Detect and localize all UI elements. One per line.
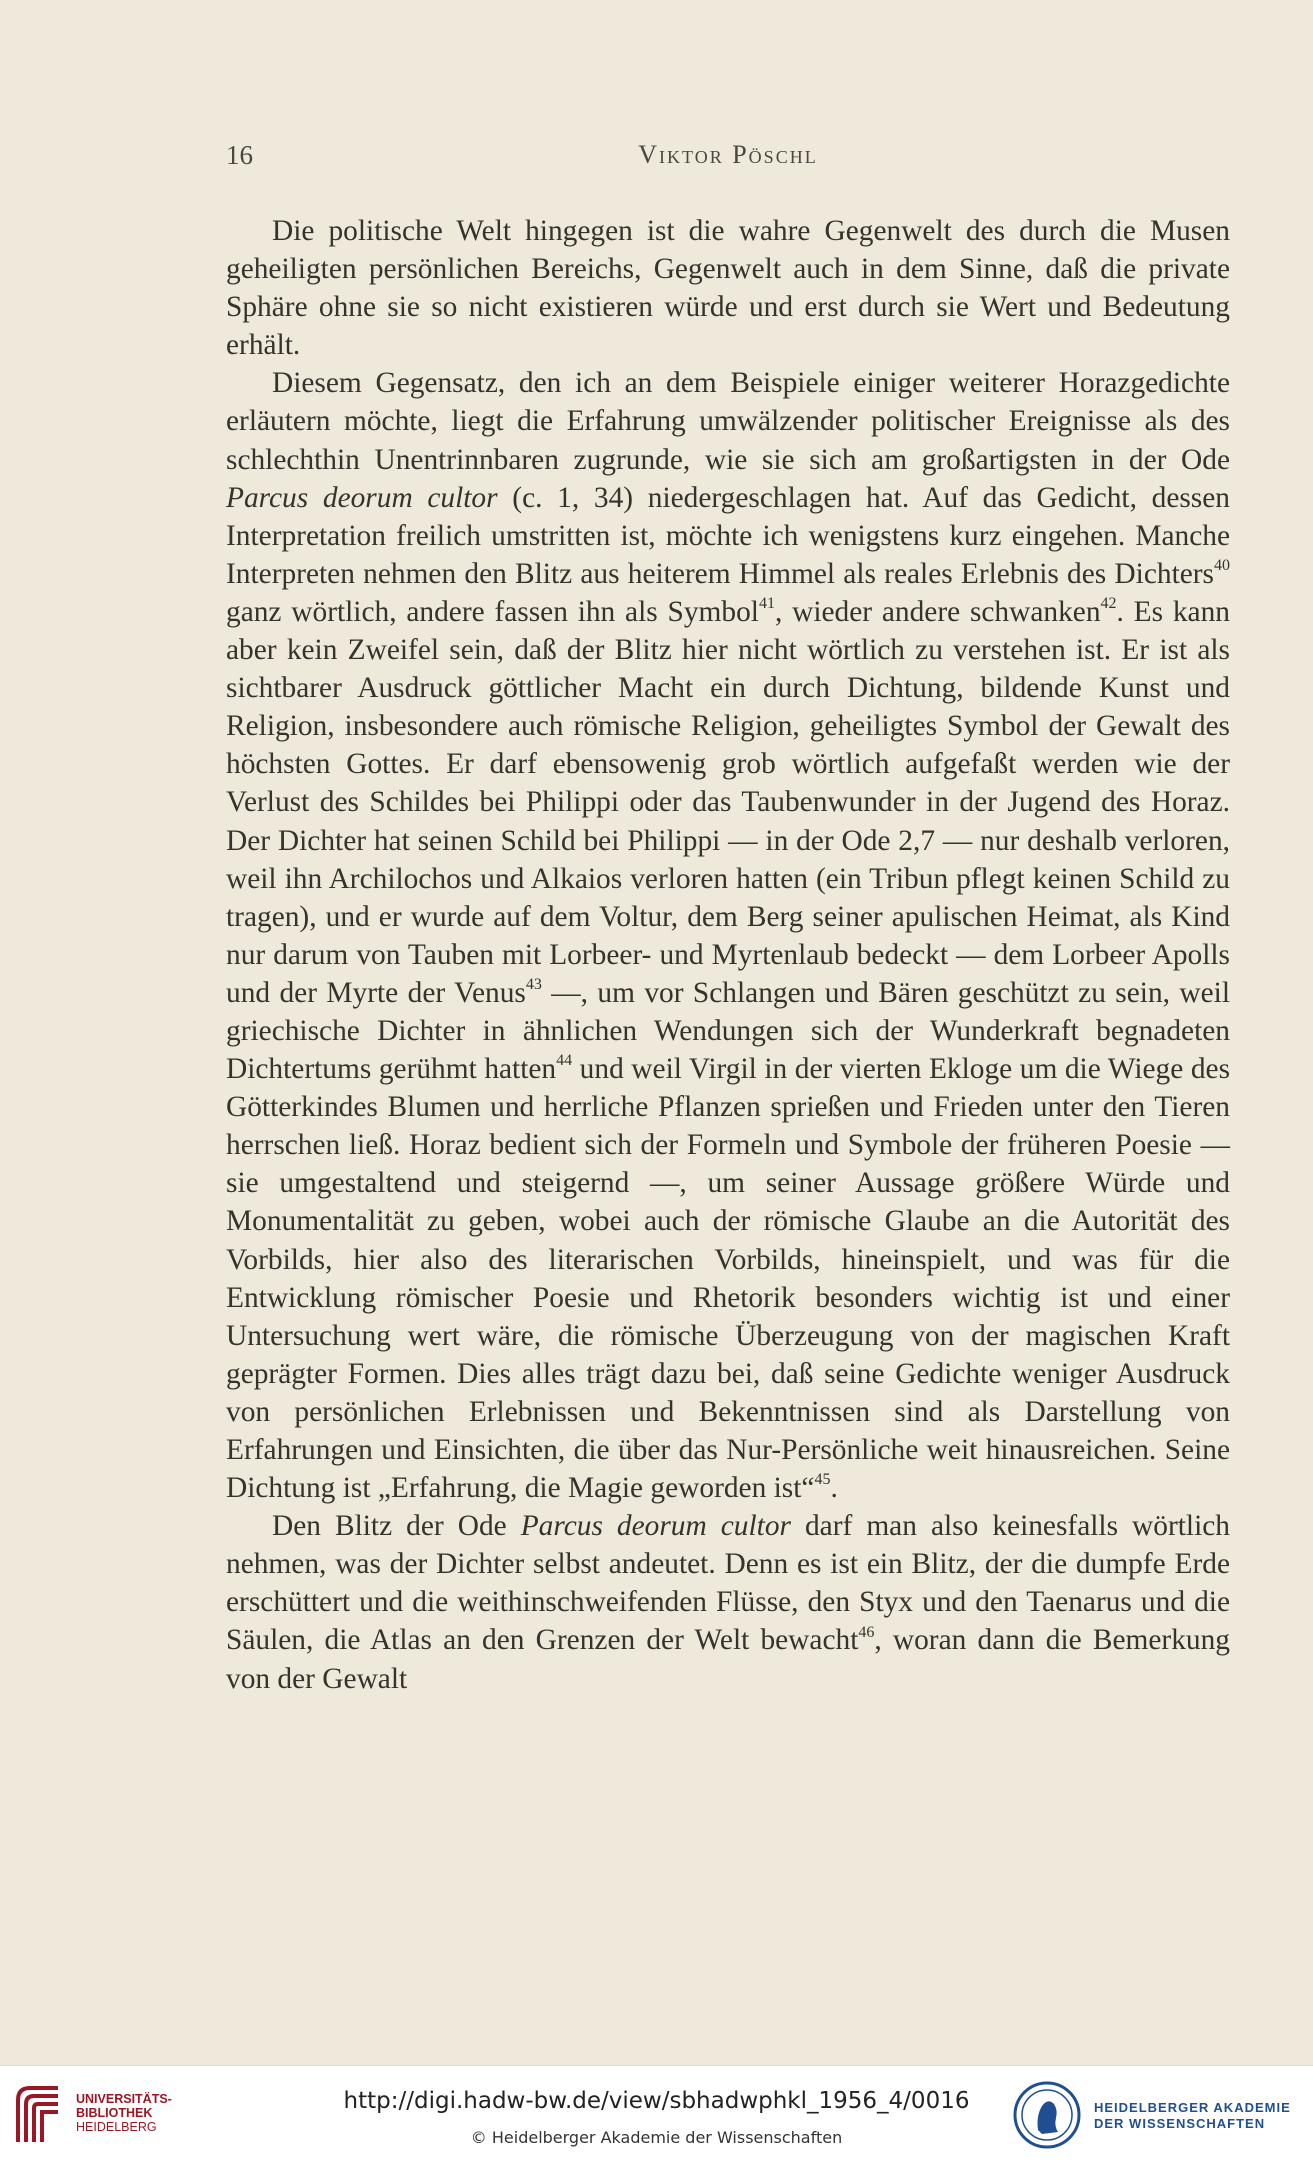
paragraph-1 bbox=[226, 212, 1230, 364]
footnote-ref: 43 bbox=[525, 976, 542, 994]
academy-name bbox=[1094, 2100, 1291, 2132]
ode-title-italic: Parcus deorum cultor bbox=[520, 1510, 791, 1543]
text-run: . Es kann aber kein Zweifel sein, daß der Blitz hier nicht wörtlich zu verstehen ist. Er ist als sichtbarer Ausdruck göttlicher Macht ein durch Dichtung, bildende Kunst und Religion, insbesondere auch römische Religion, geheiligtes Symbol der Gewalt des höchsten Gottes. Er darf ebensowenig grob wörtlich aufgefaßt werden wie der Verlust des Schildes bei Philippi oder das Taubenwunder in der Jugend des Horaz. Der Dichter hat seinen Schild bei Philippi — in der Ode 2,7 — nur deshalb verloren, weil ihn Archilochos und Alkaios verloren hatten (ein Tribun pflegt keinen Schild zu tragen), und er wurde auf dem Voltur, dem Berg seiner apulischen Heimat, als Kind nur darum von Tauben mit Lorbeer- und Myrtenlaub bedeckt — dem Lorbeer Apolls und der Myrte der Venus bbox=[226, 595, 1230, 1009]
text-run: darf man also keinesfalls wörtlich nehmen, was der Dichter selbst andeutet. Denn es ist ein Blitz, der die dumpfe Erde erschüttert und die weithinschweifenden Flüsse, den Styx und den Taenarus und die Säulen, die Atlas an den Grenzen der Welt bewacht bbox=[226, 1510, 1230, 1657]
text-run: und weil Virgil in der vierten Ekloge um die Wiege des Götterkindes Blumen und herrliche Pflanzen sprießen und Frieden unter den Tieren herrschen ließ. Horaz bedient sich der Formeln und Symbole der früheren Poesie — sie umgestaltend und steigernd —, um seiner Aussage größere Würde und Monumentalität zu geben, wobei auch der römische Glaube an die Autorität des Vorbilds, hier also des literarischen Vorbilds, hineinspielt, und was für die Entwicklung römischer Poesie und Rhetorik besonders wichtig ist und einer Untersuchung wert wäre, die römische Überzeugung von der magischen Kraft geprägter Formen. Dies alles trägt dazu bei, daß seine Gedichte weniger Ausdruck von persönlichen Erlebnissen und Bekenntnissen sind als Darstellung von Erfahrungen und Einsichten, die über das Nur-Persönliche weit hinausreichen. Seine Dichtung ist „Erfahrung, die Magie geworden ist“ bbox=[226, 1053, 1231, 1505]
footnote-ref: 41 bbox=[758, 595, 775, 613]
library-name-line: BIBLIOTHEK bbox=[76, 2106, 153, 2120]
academy-seal-icon[interactable] bbox=[1012, 2080, 1082, 2150]
permalink-url[interactable]: http://digi.hadw-bw.de/view/sbhadwphkl_1956_4/0016 bbox=[343, 2088, 970, 2114]
text-run: —, um vor Schlangen und Bären geschützt zu sein, weil griechische Dichter in ähnlichen Wendungen sich der Wunderkraft begnadeten Dichtertums gerühmt hatten bbox=[226, 976, 1230, 1086]
footnote-ref: 40 bbox=[1214, 557, 1230, 575]
viewer-footer bbox=[0, 2065, 1313, 2164]
library-name-line: UNIVERSITÄTS- bbox=[76, 2092, 172, 2106]
footnote-ref: 45 bbox=[814, 1471, 831, 1489]
text-run: Die politische Welt hingegen ist die wahre Gegenwelt des durch die Musen geheiligten persönlichen Bereichs, Gegenwelt auch in dem Sinne, daß die private Sphäre ohne sie so nicht existieren würde und erst durch sie Wert und Bedeutung erhält. bbox=[226, 215, 1230, 362]
text-run: ganz wörtlich, andere fassen ihn als Symbol bbox=[226, 595, 759, 628]
text-run: , wieder andere schwanken bbox=[774, 595, 1101, 628]
text-run: Diesem Gegensatz, den ich an dem Beispiele einiger weiterer Horazgedichte erläutern möchte, liegt die Erfahrung umwälzender politischer Ereignisse als des schlechthin Unentrinnbaren zugrunde, wie sie sich am großartigsten in der Ode bbox=[226, 367, 1230, 476]
copyright-notice: © Heidelberger Akademie der Wissenschaften bbox=[470, 2128, 843, 2147]
footnote-ref: 46 bbox=[858, 1623, 875, 1641]
library-city-line: HEIDELBERG bbox=[76, 2120, 157, 2134]
paragraph-3 bbox=[226, 1507, 1230, 1697]
text-run: , woran dann die Bemerkung von der Gewalt bbox=[226, 1624, 1230, 1695]
page-header bbox=[226, 140, 1230, 180]
paragraph-2 bbox=[226, 364, 1230, 1507]
footnote-ref: 42 bbox=[1100, 595, 1117, 613]
page-number: 16 bbox=[226, 140, 253, 170]
text-run: (c. 1, 34) niedergeschlagen hat. Auf das Gedicht, dessen Interpretation freilich umstritten ist, möchte ich wenigstens kurz eingehen. Manche Interpreten nehmen den Blitz aus heiterem Himmel als reales Erlebnis des Dichters bbox=[226, 481, 1230, 590]
footnote-ref: 44 bbox=[556, 1052, 573, 1070]
body-text bbox=[226, 212, 1230, 1698]
academy-name-line: HEIDELBERGER AKADEMIE bbox=[1094, 2100, 1291, 2115]
running-head: Viktor Pöschl bbox=[638, 140, 818, 169]
text-run: Den Blitz der Ode bbox=[272, 1510, 521, 1543]
academy-name-line: DER WISSENSCHAFTEN bbox=[1094, 2116, 1266, 2131]
text-run: . bbox=[830, 1472, 838, 1505]
ode-title-italic: Parcus deorum cultor bbox=[226, 481, 498, 514]
